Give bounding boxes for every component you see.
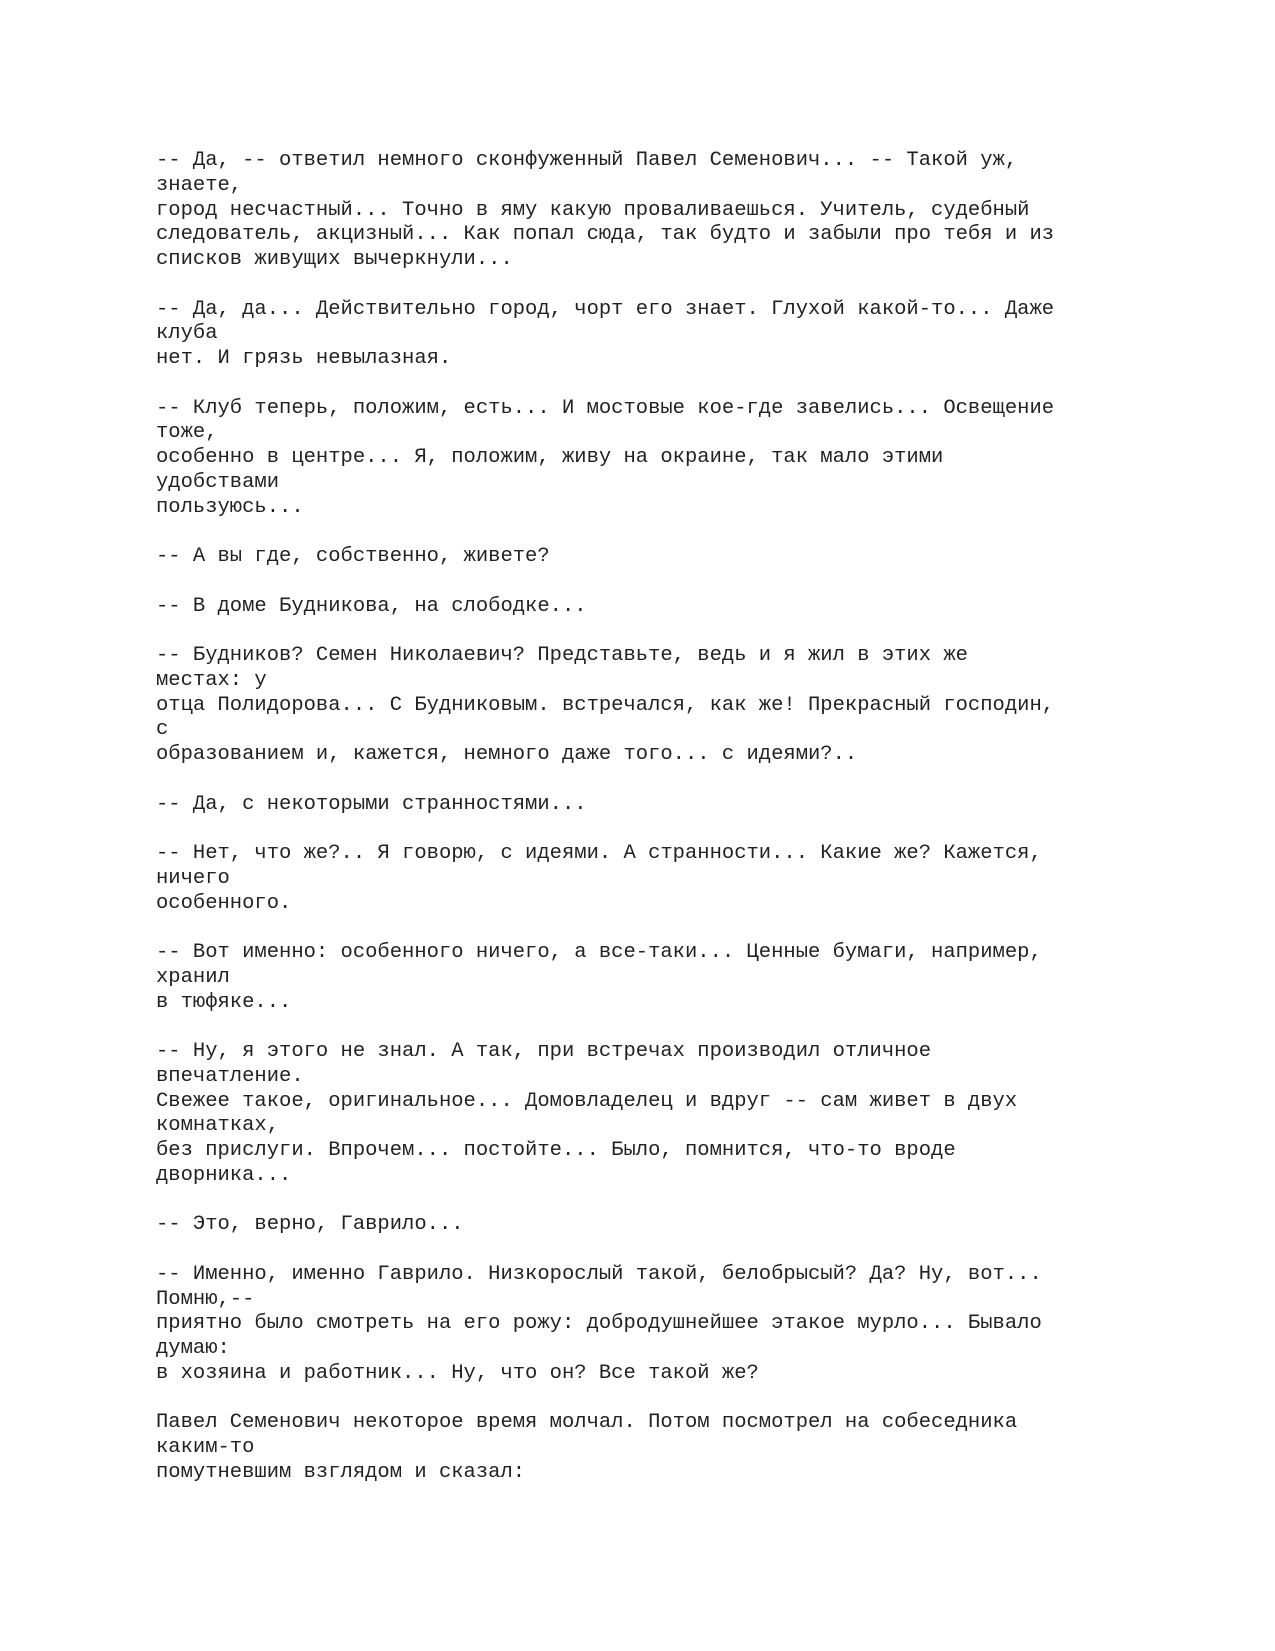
text-line: без прислуги. Впрочем... постойте... Было, помнится, что-то вроде: [156, 1139, 956, 1162]
text-line: -- А вы где, собственно, живете?: [156, 545, 550, 568]
paragraph: [156, 842, 1156, 916]
text-line: -- Это, верно, Гаврило...: [156, 1213, 464, 1237]
text-line: помутневшим взглядом и сказал:: [156, 1460, 526, 1484]
paragraph: [156, 298, 1156, 372]
text-line: отца Полидорова... С Будниковым. встречался, как же! Прекрасный господин,: [156, 693, 1055, 717]
text-line: в тюфяке...: [156, 990, 292, 1014]
text-line: Свежее такое, оригинальное... Домовладелец и вдруг -- сам живет в двух: [156, 1089, 1018, 1113]
text-line: -- Вот именно: особенного ничего, а все-таки... Ценные бумаги, например,: [156, 941, 1042, 964]
text-line: -- Нет, что же?.. Я говорю, с идеями. А странности... Какие же? Кажется,: [156, 842, 1042, 865]
text-line: хранил: [156, 965, 230, 989]
text-line: с: [156, 718, 169, 742]
text-line: комнатках,: [156, 1114, 280, 1138]
text-line: знаете,: [156, 173, 243, 197]
text-line: -- Да, -- ответил немного сконфуженный Павел Семенович... -- Такой уж,: [156, 149, 1018, 172]
text-line: списков живущих вычеркнули...: [156, 248, 513, 271]
text-line: -- Да, да... Действительно город, чорт его знает. Глухой какой-то... Даже: [156, 297, 1055, 321]
text-line: особенного.: [156, 891, 292, 915]
paragraph: [156, 545, 1156, 570]
text-line: -- В доме Будникова, на слободке...: [156, 594, 587, 618]
paragraph: [156, 1213, 1156, 1238]
text-line: клуба: [156, 322, 218, 346]
text-line: каким-то: [156, 1436, 255, 1459]
text-line: местах: у: [156, 668, 267, 692]
text-line: образованием и, кажется, немного даже того... с идеями?..: [156, 743, 858, 766]
text-line: -- Да, с некоторыми странностями...: [156, 792, 587, 816]
paragraph: [156, 595, 1156, 620]
paragraph: [156, 1411, 1156, 1485]
text-line: думаю:: [156, 1337, 230, 1360]
text-line: -- Именно, именно Гаврило. Низкорослый такой, белобрысый? Да? Ну, вот...: [156, 1262, 1042, 1286]
document-body: [156, 149, 1156, 1510]
text-line: -- Будников? Семен Николаевич? Представьте, ведь и я жил в этих же: [156, 644, 968, 667]
paragraph: [156, 1040, 1156, 1189]
text-line: город несчастный... Точно в яму какую проваливаешься. Учитель, судебный: [156, 198, 1030, 222]
text-line: тоже,: [156, 421, 218, 445]
text-line: Павел Семенович некоторое время молчал. Потом посмотрел на собеседника: [156, 1411, 1018, 1435]
text-line: -- Клуб теперь, положим, есть... И мостовые кое-где завелись... Освещение: [156, 396, 1055, 420]
text-line: впечатление.: [156, 1064, 304, 1088]
text-line: пользуюсь...: [156, 495, 304, 519]
text-line: особенно в центре... Я, положим, живу на окраине, так мало этими: [156, 446, 944, 469]
text-line: приятно было смотреть на его рожу: добродушнейшее этакое мурло... Бывало: [156, 1312, 1042, 1336]
text-line: в хозяина и работник... Ну, что он? Все такой же?: [156, 1361, 759, 1385]
paragraph: [156, 149, 1156, 273]
text-line: удобствами: [156, 470, 280, 494]
paragraph: [156, 793, 1156, 818]
text-line: Помню,--: [156, 1287, 255, 1311]
text-line: -- Ну, я этого не знал. А так, при встречах производил отличное: [156, 1040, 932, 1063]
paragraph: [156, 941, 1156, 1015]
text-line: ничего: [156, 866, 230, 890]
text-line: дворника...: [156, 1163, 292, 1187]
paragraph: [156, 644, 1156, 768]
text-line: следователь, акцизный... Как попал сюда, так будто и забыли про тебя и из: [156, 223, 1055, 247]
text-line: нет. И грязь невылазная.: [156, 347, 452, 370]
paragraph: [156, 397, 1156, 521]
paragraph: [156, 1263, 1156, 1387]
